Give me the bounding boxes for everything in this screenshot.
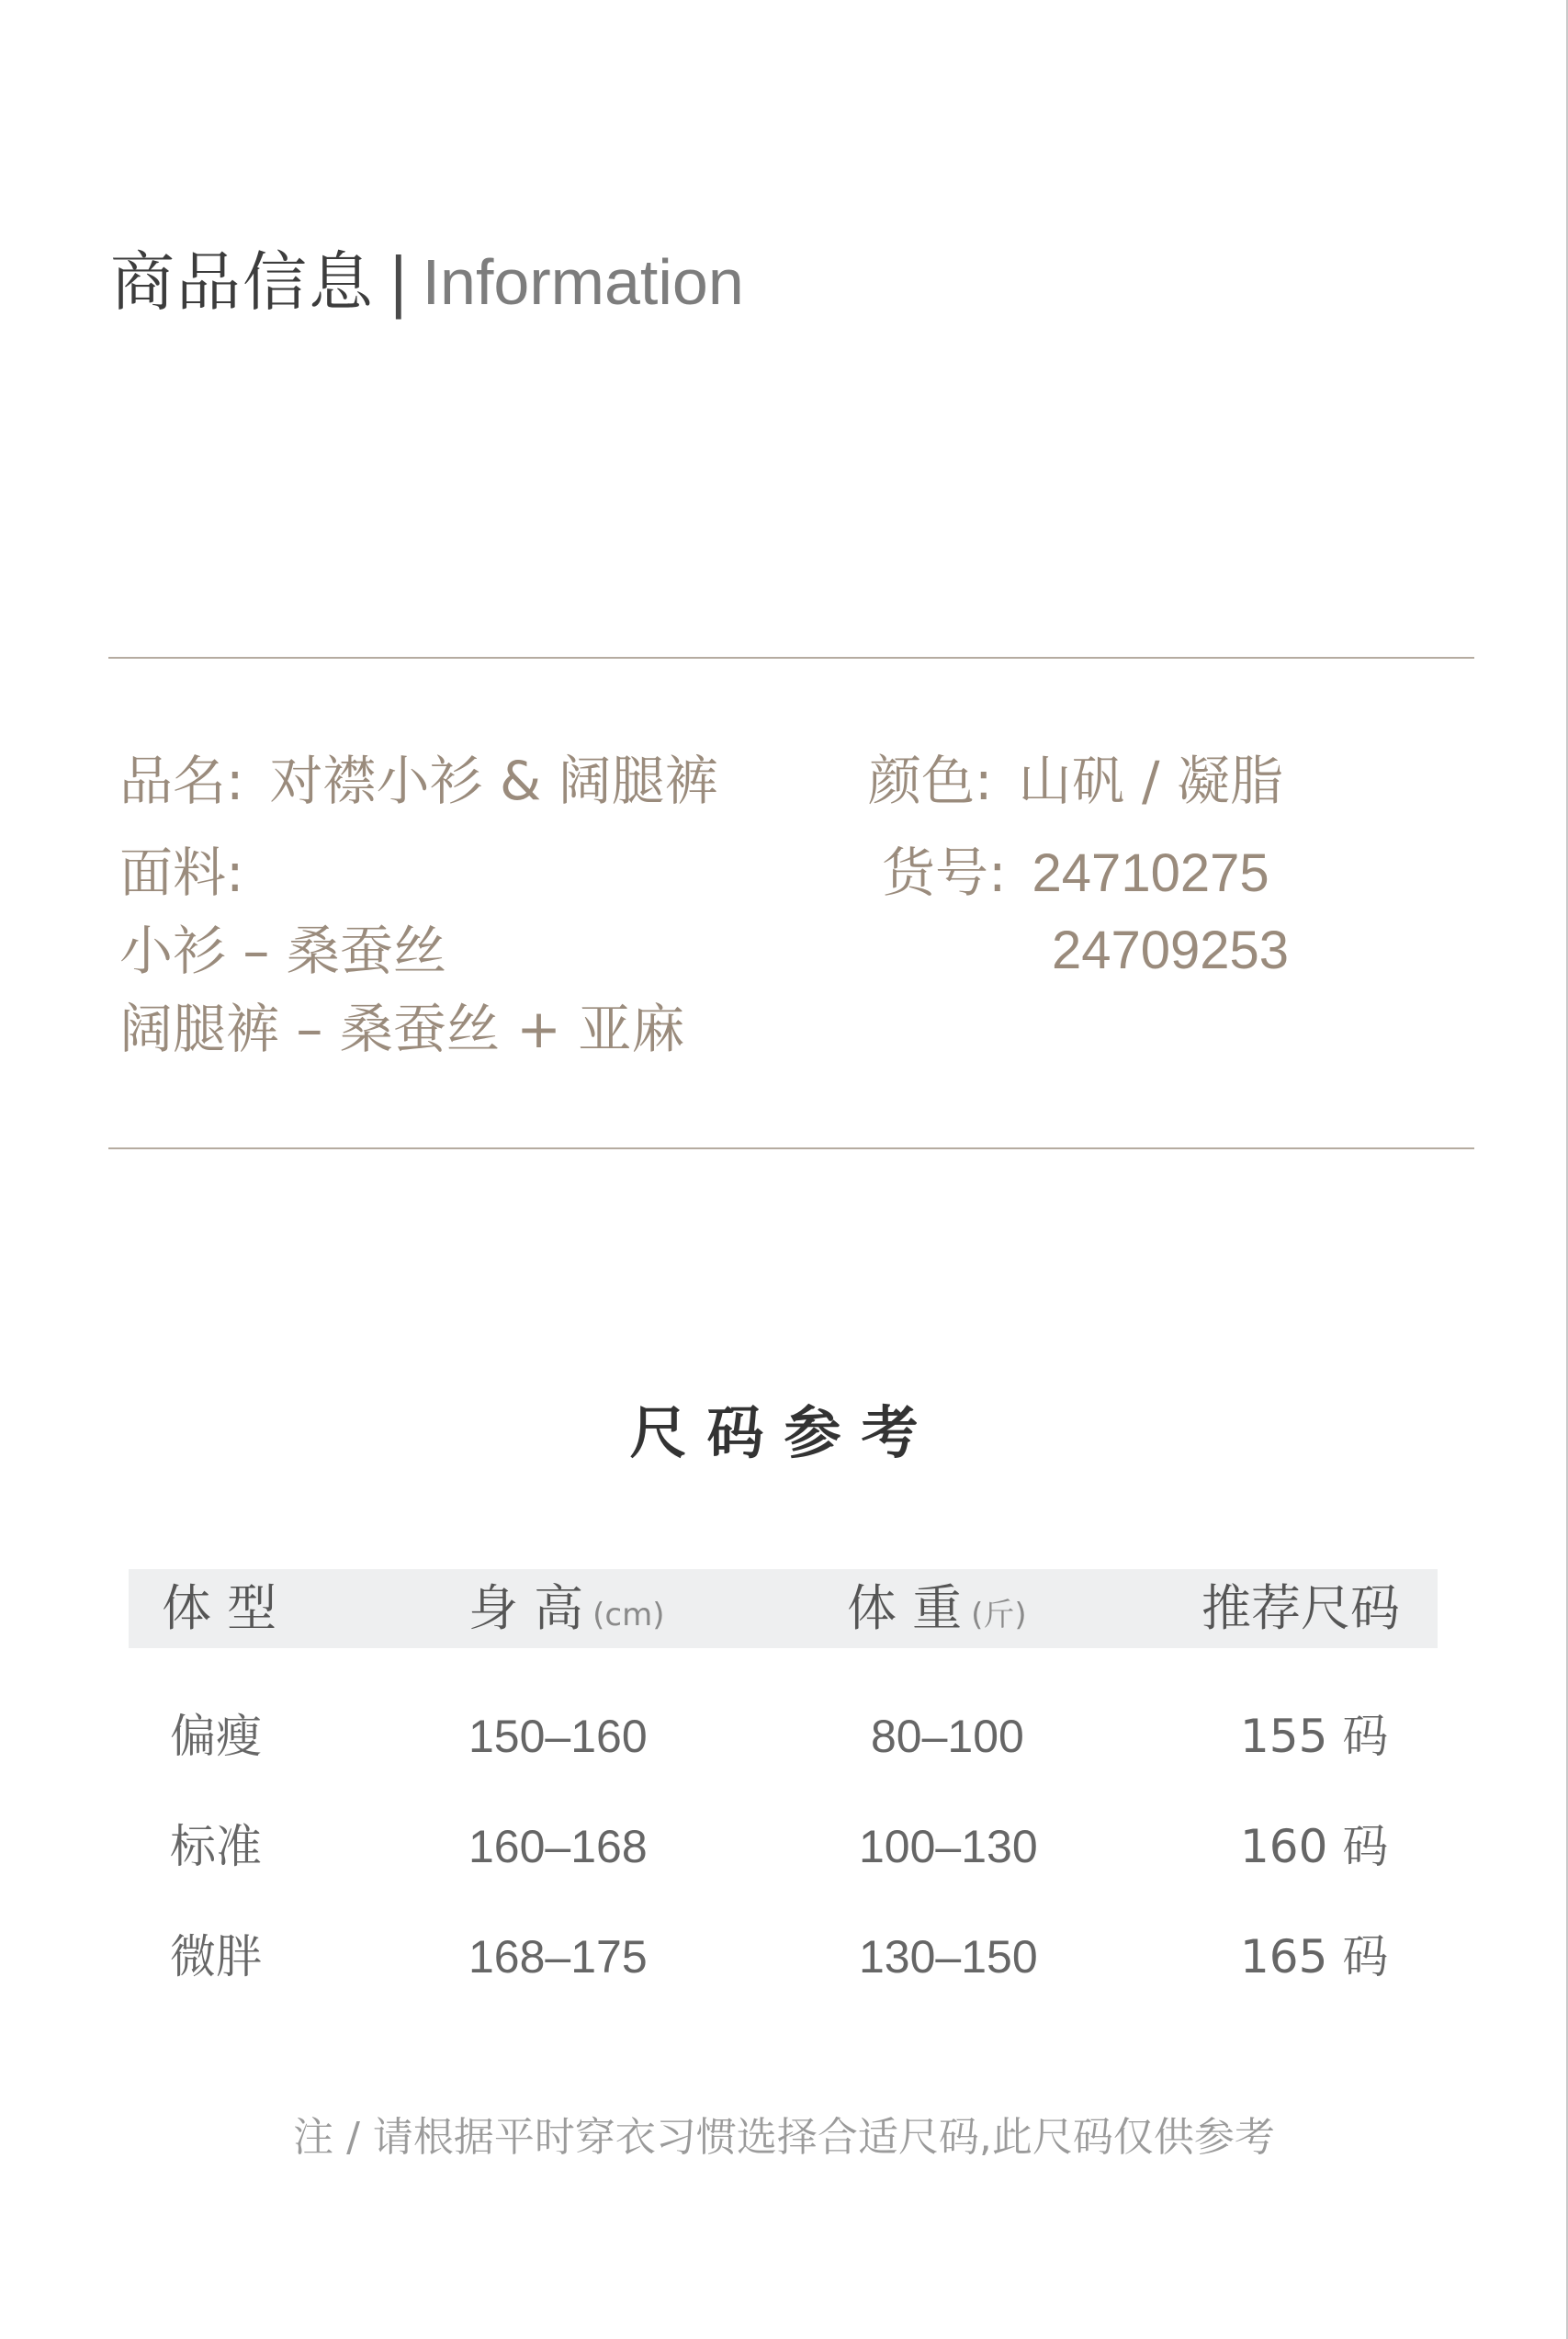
header-height-label: 身 高 xyxy=(468,1579,584,1637)
sku-value-2: 24709253 xyxy=(1052,921,1290,980)
header-title-zh: 商品信息 xyxy=(110,244,375,320)
product-name xyxy=(119,735,718,827)
header-height xyxy=(468,1569,665,1655)
header-title-en: Information xyxy=(422,246,744,318)
header-weight xyxy=(847,1569,1027,1655)
row-height: 150–160 xyxy=(468,1711,648,1762)
product-color-label: 颜色: xyxy=(868,750,993,812)
fabric-line-1: 小衫 – 桑蚕丝 xyxy=(119,920,446,982)
fabric-line-2: 阔腿裤 – 桑蚕丝 + 亚麻 xyxy=(119,998,685,1060)
row-body-type: 标准 xyxy=(170,1820,262,1873)
size-chart-title: 尺码参考 xyxy=(629,1399,939,1466)
header-separator: | xyxy=(388,244,410,320)
row-size: 165 码 xyxy=(1240,1930,1389,1983)
size-note: 注 / 请根据平时穿衣习惯选择合适尺码,此尺码仅供参考 xyxy=(293,2114,1275,2161)
product-color-value: 山矾 / 凝脂 xyxy=(1018,750,1283,812)
row-body-type: 微胖 xyxy=(170,1930,262,1983)
header-recommended-size: 推荐尺码 xyxy=(1201,1579,1400,1637)
product-name-label: 品名: xyxy=(119,750,244,812)
sku-value-1: 24710275 xyxy=(1032,843,1269,903)
sku-label: 货号: xyxy=(882,842,1007,904)
fabric-label: 面料: xyxy=(119,842,244,904)
header-body-type: 体 型 xyxy=(162,1579,277,1637)
header-height-unit: (cm) xyxy=(592,1597,665,1633)
row-weight: 80–100 xyxy=(871,1711,1024,1762)
product-name-value: 对襟小衫 & 阔腿裤 xyxy=(269,750,718,812)
row-height: 160–168 xyxy=(468,1821,648,1872)
header-weight-unit: (斤) xyxy=(971,1597,1027,1633)
divider-top xyxy=(108,657,1474,659)
row-height: 168–175 xyxy=(468,1931,648,1983)
size-table-header xyxy=(129,1569,1438,1648)
row-size: 160 码 xyxy=(1240,1820,1389,1873)
row-weight: 100–130 xyxy=(859,1821,1038,1872)
divider-bottom xyxy=(108,1147,1474,1149)
header-weight-label: 体 重 xyxy=(847,1579,963,1637)
section-header xyxy=(110,241,744,323)
product-color xyxy=(868,735,1283,827)
row-size: 155 码 xyxy=(1240,1710,1389,1763)
row-body-type: 偏瘦 xyxy=(170,1710,262,1763)
row-weight: 130–150 xyxy=(859,1931,1038,1983)
